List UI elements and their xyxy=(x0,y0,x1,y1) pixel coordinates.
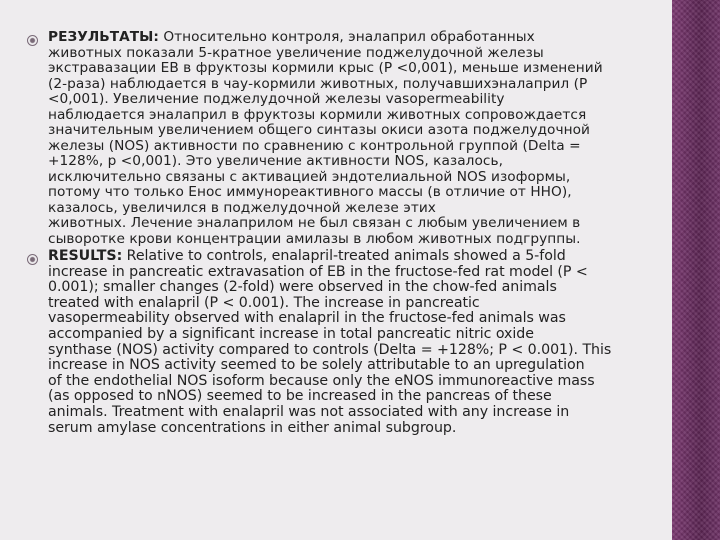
paragraph-line: значительным увеличением общего синтазы окиси азота поджелудочной xyxy=(48,122,590,138)
paragraph-line: accompanied by a significant increase in total pancreatic nitric oxide xyxy=(48,325,534,342)
results-english-paragraph xyxy=(48,249,690,436)
paragraph-line: наблюдается эналаприл в фруктозы кормили животных сопровождается xyxy=(48,106,587,123)
decorative-side-band xyxy=(672,0,720,540)
results-label-ru: РЕЗУЛЬТАТЫ: xyxy=(48,29,159,45)
paragraph-line: сыворотке крови концентрации амилазы в любом животных подгруппы. xyxy=(48,230,581,247)
paragraph-line: (2-раза) наблюдается в чау-кормили животных, получавшихэналаприл (P xyxy=(48,75,588,92)
paragraph-line: казалось, увеличился в поджелудочной железе этих xyxy=(48,199,436,216)
paragraph-line: потому что только Енос иммунореактивного массы (в отличие от ННО), xyxy=(48,184,572,200)
paragraph-line: serum amylase concentrations in either animal subgroup. xyxy=(48,419,457,436)
paragraph-line: исключительно связаны с активацией эндотелиальной NOS изоформы, xyxy=(48,168,571,185)
paragraph-line: +128%, p <0,001). Это увеличение активности NOS, казалось, xyxy=(48,153,503,169)
paragraph-line: экстравазации EB в фруктозы кормили крыс (P <0,001), меньше изменений xyxy=(48,60,603,76)
paragraph-line: <0,001). Увеличение поджелудочной железы vasopermeability xyxy=(48,91,505,107)
slide-content xyxy=(24,30,690,436)
circle-bullet-icon xyxy=(27,35,38,46)
results-russian-paragraph xyxy=(48,30,690,247)
paragraph-line: synthase (NOS) activity compared to controls (Delta = +128%; P < 0.001). This xyxy=(48,341,612,358)
paragraph-line: животных. Лечение эналаприлом не был связан с любым увеличением в xyxy=(48,215,581,231)
paragraph-line: (as opposed to nNOS) seemed to be increased in the pancreas of these xyxy=(48,388,552,405)
paragraph-line: РЕЗУЛЬТАТЫ: Относительно контроля, эналаприл обработанных xyxy=(48,29,535,45)
paragraph-line: animals. Treatment with enalapril was not associated with any increase in xyxy=(48,403,570,420)
paragraph-line: RESULTS: Relative to controls, enalapril-treated animals showed a 5-fold xyxy=(48,248,566,264)
results-label-en: RESULTS: xyxy=(48,248,123,264)
bullet-results-russian xyxy=(24,30,690,247)
paragraph-line: животных показали 5-кратное увеличение поджелудочной железы xyxy=(48,44,544,61)
paragraph-line: железы (NOS) активности по сравнению с контрольной группой (Delta = xyxy=(48,137,581,154)
paragraph-line: increase in pancreatic extravasation of EB in the fructose-fed rat model (P < xyxy=(48,263,588,280)
bullet-results-english xyxy=(24,249,690,436)
paragraph-line: treated with enalapril (P < 0.001). The increase in pancreatic xyxy=(48,294,480,311)
paragraph-line: increase in NOS activity seemed to be solely attributable to an upregulation xyxy=(48,357,585,374)
paragraph-line: of the endothelial NOS isoform because only the eNOS immunoreactive mass xyxy=(48,372,595,389)
paragraph-line: vasopermeability observed with enalapril in the fructose-fed animals was xyxy=(48,310,566,327)
paragraph-line: 0.001); smaller changes (2-fold) were observed in the chow-fed animals xyxy=(48,279,557,296)
circle-bullet-icon xyxy=(27,254,38,265)
